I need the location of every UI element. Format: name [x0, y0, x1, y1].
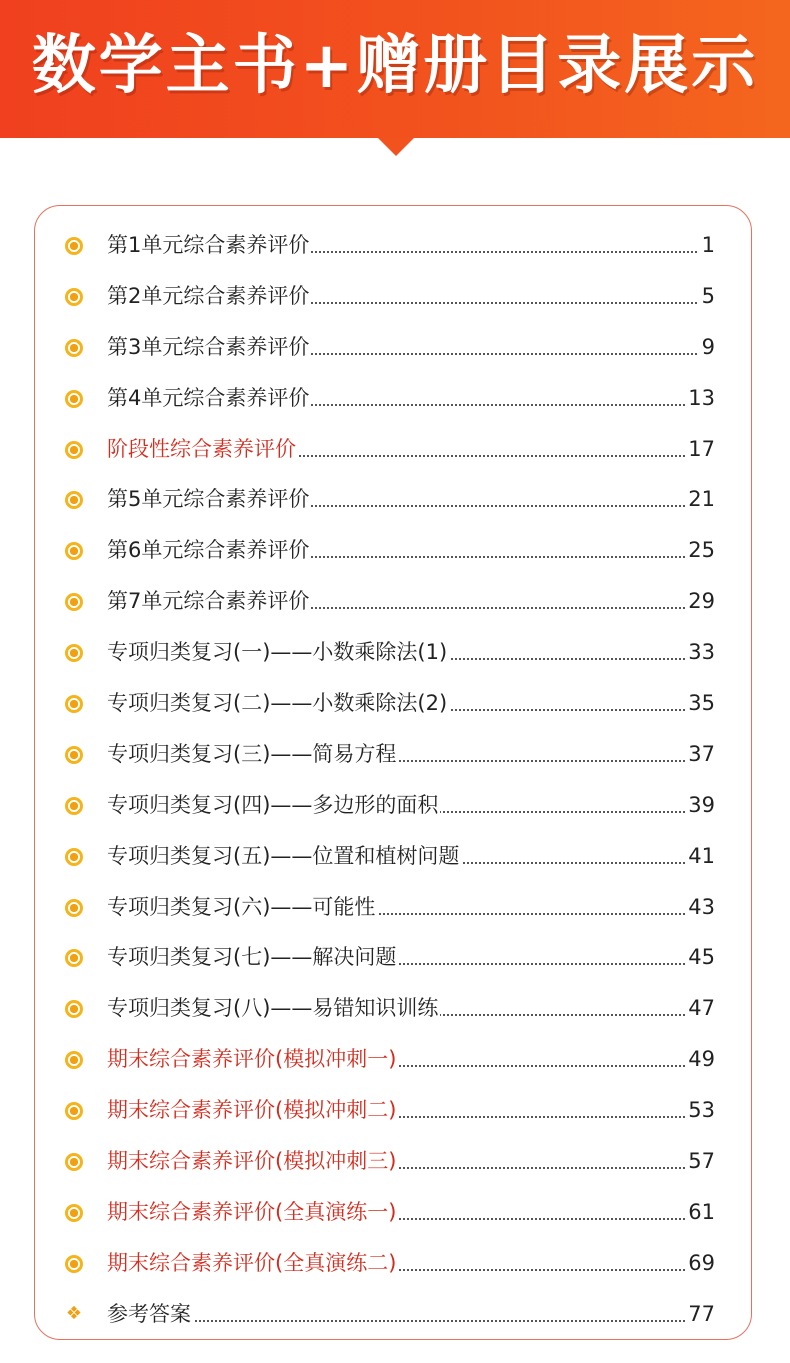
header-banner — [0, 0, 790, 138]
toc-entry-title: 第6单元综合素养评价 — [107, 538, 310, 563]
toc-entry — [35, 220, 753, 271]
circle-bullet-icon — [65, 1000, 83, 1018]
toc-entry-title: 期末综合素养评价(模拟冲刺二) — [107, 1098, 397, 1123]
circle-bullet-icon — [65, 441, 83, 459]
toc-entry — [35, 1085, 753, 1136]
circle-bullet-icon — [65, 1255, 83, 1273]
toc-entry — [35, 576, 753, 627]
toc-entry-title: 第2单元综合素养评价 — [107, 283, 310, 308]
toc-entry-page: 43 — [685, 893, 715, 921]
toc-entry — [35, 983, 753, 1034]
circle-bullet-icon — [65, 339, 83, 357]
circle-bullet-icon — [65, 949, 83, 967]
circle-bullet-icon — [65, 797, 83, 815]
toc-entry-page: 1 — [699, 231, 715, 259]
toc-entry-page: 9 — [699, 333, 715, 361]
circle-bullet-icon — [65, 848, 83, 866]
toc-entry — [35, 627, 753, 678]
circle-bullet-icon — [65, 1153, 83, 1171]
dot-leader — [107, 1320, 713, 1322]
toc-entry — [35, 474, 753, 525]
toc-entry-title: 专项归类复习(三)——简易方程 — [107, 741, 397, 766]
toc-entry-page: 77 — [685, 1300, 715, 1328]
circle-bullet-icon — [65, 542, 83, 560]
circle-bullet-icon — [65, 746, 83, 764]
circle-bullet-icon — [65, 593, 83, 611]
toc-entry — [35, 831, 753, 882]
toc-entry-title: 专项归类复习(五)——位置和植树问题 — [107, 843, 460, 868]
toc-entry-title: 第4单元综合素养评价 — [107, 385, 310, 410]
toc-entry — [35, 373, 753, 424]
circle-bullet-icon — [65, 1204, 83, 1222]
toc-entry-page: 25 — [685, 536, 715, 564]
toc-entry-title: 第1单元综合素养评价 — [107, 233, 310, 257]
circle-bullet-icon — [65, 1102, 83, 1120]
toc-entry — [35, 525, 753, 576]
toc-entry-title: 专项归类复习(四)——多边形的面积 — [107, 792, 439, 817]
toc-entry — [35, 882, 753, 933]
toc-entry-title: 第7单元综合素养评价 — [107, 589, 310, 614]
toc-entry-page: 47 — [685, 994, 715, 1022]
toc-entry-page: 17 — [685, 435, 715, 463]
toc-entry-title: 第3单元综合素养评价 — [107, 334, 310, 359]
toc-entry-page: 69 — [685, 1249, 715, 1277]
toc-entry-page: 61 — [685, 1198, 715, 1226]
circle-bullet-icon — [65, 390, 83, 408]
toc-entry-title: 专项归类复习(一)——小数乘除法(1) — [107, 640, 448, 665]
toc-entry-page: 37 — [685, 740, 715, 768]
circle-bullet-icon — [65, 491, 83, 509]
toc-entry — [35, 1136, 753, 1187]
circle-bullet-icon — [65, 237, 83, 255]
toc-entry — [35, 1289, 753, 1340]
toc-entry — [35, 424, 753, 475]
toc-entry — [35, 932, 753, 983]
toc-entry — [35, 780, 753, 831]
toc-entry-title: 期末综合素养评价(模拟冲刺一) — [107, 1047, 397, 1072]
toc-entry-title: 阶段性综合素养评价 — [107, 436, 296, 461]
circle-bullet-icon — [65, 695, 83, 713]
toc-list — [35, 220, 753, 1340]
toc-entry-title: 专项归类复习(七)——解决问题 — [107, 945, 397, 970]
toc-entry-page: 35 — [685, 689, 715, 717]
toc-entry-page: 49 — [685, 1045, 715, 1073]
toc-entry-page: 13 — [685, 384, 715, 412]
toc-entry-page: 39 — [685, 791, 715, 819]
circle-bullet-icon — [65, 899, 83, 917]
toc-card — [34, 205, 752, 1340]
toc-entry — [35, 729, 753, 780]
toc-entry-title: 专项归类复习(六)——可能性 — [107, 894, 376, 919]
toc-entry-title: 专项归类复习(八)——易错知识训练 — [107, 996, 439, 1021]
toc-entry-page: 33 — [685, 638, 715, 666]
toc-entry — [35, 1034, 753, 1085]
toc-entry — [35, 678, 753, 729]
toc-entry — [35, 1187, 753, 1238]
toc-entry-page: 21 — [685, 485, 715, 513]
toc-entry-title: 期末综合素养评价(模拟冲刺三) — [107, 1149, 397, 1174]
toc-entry — [35, 271, 753, 322]
circle-bullet-icon — [65, 644, 83, 662]
toc-entry-title: 参考答案 — [107, 1301, 191, 1326]
toc-entry-page: 41 — [685, 842, 715, 870]
circle-bullet-icon — [65, 288, 83, 306]
toc-entry-page: 45 — [685, 943, 715, 971]
toc-entry-title: 期末综合素养评价(全真演练二) — [107, 1250, 397, 1275]
toc-entry-page: 29 — [685, 587, 715, 615]
toc-entry-title: 第5单元综合素养评价 — [107, 487, 310, 512]
toc-entry-title: 期末综合素养评价(全真演练一) — [107, 1199, 397, 1224]
page-title: 数学主书+赠册目录展示 — [31, 29, 759, 103]
toc-entry — [35, 322, 753, 373]
circle-bullet-icon — [65, 1051, 83, 1069]
toc-entry-title: 专项归类复习(二)——小数乘除法(2) — [107, 691, 448, 716]
toc-entry-page: 53 — [685, 1096, 715, 1124]
toc-entry — [35, 1238, 753, 1289]
toc-entry-page: 5 — [699, 282, 715, 310]
toc-entry-page: 57 — [685, 1147, 715, 1175]
diamond-bullet-icon: ❖ — [65, 1302, 83, 1324]
